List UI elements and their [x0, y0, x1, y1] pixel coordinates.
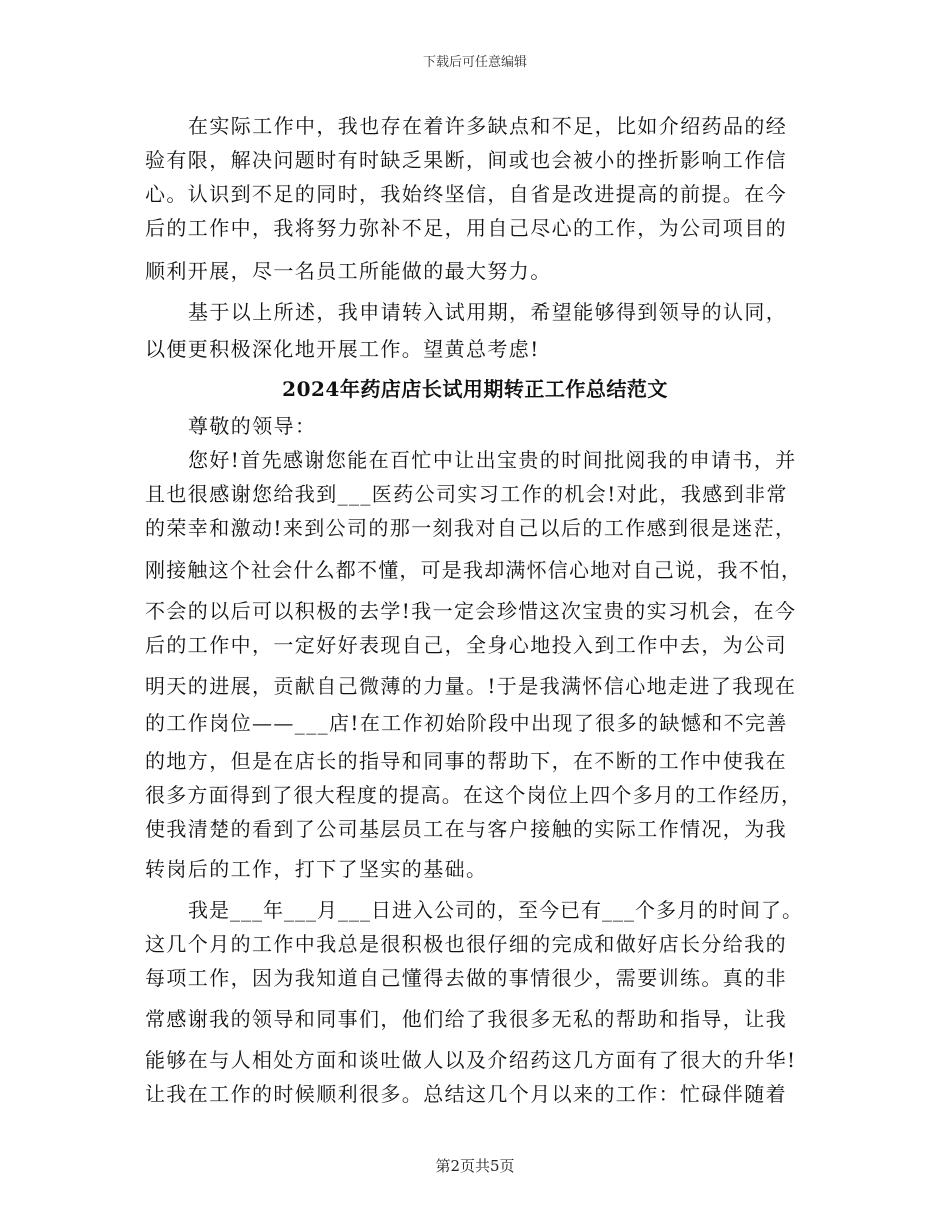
paragraph-line: 以便更积极深化地开展工作。望黄总考虑! — [145, 337, 540, 361]
salutation: 尊敬的领导： — [188, 414, 317, 438]
paragraph-line: 后的工作中，一定好好表现自己，全身心地投入到工作中去，为公司 — [145, 633, 787, 657]
paragraph-line: 您好!首先感谢您能在百忙中让出宝贵的时间批阅我的申请书，并 — [188, 448, 797, 472]
document-title: 2024年药店店长试用期转正工作总结范文 — [282, 377, 668, 401]
paragraph-line: 常感谢我的领导和同事们，他们给了我很多无私的帮助和指导，让我 — [145, 1007, 787, 1031]
paragraph-line: 每项工作，因为我知道自己懂得去做的事情很少，需要训练。真的非 — [145, 966, 787, 990]
paragraph-line: 的荣幸和激动!来到公司的那一刻我对自己以后的工作感到很是迷茫， — [145, 516, 797, 540]
paragraph-line: 心。认识到不足的同时，我始终坚信，自省是改进提高的前提。在今 — [145, 182, 787, 206]
paragraph-line: 后的工作中，我将努力弥补不足，用自己尽心的工作，为公司项目的 — [145, 216, 787, 240]
paragraph-line: 在实际工作中，我也存在着许多缺点和不足，比如介绍药品的经 — [188, 114, 788, 138]
paragraph-line: 不会的以后可以积极的去学!我一定会珍惜这次宝贵的实习机会，在今 — [145, 599, 797, 623]
page-header: 下载后可任意编辑 — [422, 55, 527, 70]
paragraph-line: 我是___年___月___日进入公司的，至今已有___个多月的时间了。 — [188, 898, 803, 922]
paragraph-line: 顺利开展，尽一名员工所能做的最大努力。 — [145, 259, 552, 283]
paragraph-line: 明天的进展，贡献自己微薄的力量。!于是我满怀信心地走进了我现在 — [145, 674, 797, 698]
paragraph-line: 使我清楚的看到了公司基层员工在与客户接触的实际工作情况，为我 — [145, 817, 787, 841]
paragraph-line: 的工作岗位——___店!在工作初始阶段中出现了很多的缺憾和不完善 — [145, 711, 788, 735]
paragraph-line: 刚接触这个社会什么都不懂，可是我却满怀信心地对自己说，我不怕， — [145, 558, 803, 582]
paragraph-line: 验有限，解决问题时有时缺乏果断，间或也会被小的挫折影响工作信 — [145, 148, 787, 172]
paragraph-line: 且也很感谢您给我到___医药公司实习工作的机会!对此，我感到非常 — [145, 482, 788, 506]
paragraph-line: 很多方面得到了很大程度的提高。在这个岗位上四个多月的工作经历， — [145, 783, 803, 807]
paragraph-line: 的地方，但是在店长的指导和同事的帮助下，在不断的工作中使我在 — [145, 749, 787, 773]
paragraph-line: 让我在工作的时候顺利很多。总结这几个月以来的工作：忙碌伴随着 — [145, 1082, 787, 1106]
paragraph-line: 基于以上所述，我申请转入试用期，希望能够得到领导的认同， — [188, 300, 788, 324]
page-footer: 第2页共5页 — [435, 1157, 515, 1175]
paragraph-line: 能够在与人相处方面和谈吐做人以及介绍药这几方面有了很大的升华! — [145, 1048, 797, 1072]
paragraph-line: 这几个月的工作中我总是很积极也很仔细的完成和做好店长分给我的 — [145, 932, 787, 956]
paragraph-line: 转岗后的工作，打下了坚实的基础。 — [145, 857, 488, 881]
